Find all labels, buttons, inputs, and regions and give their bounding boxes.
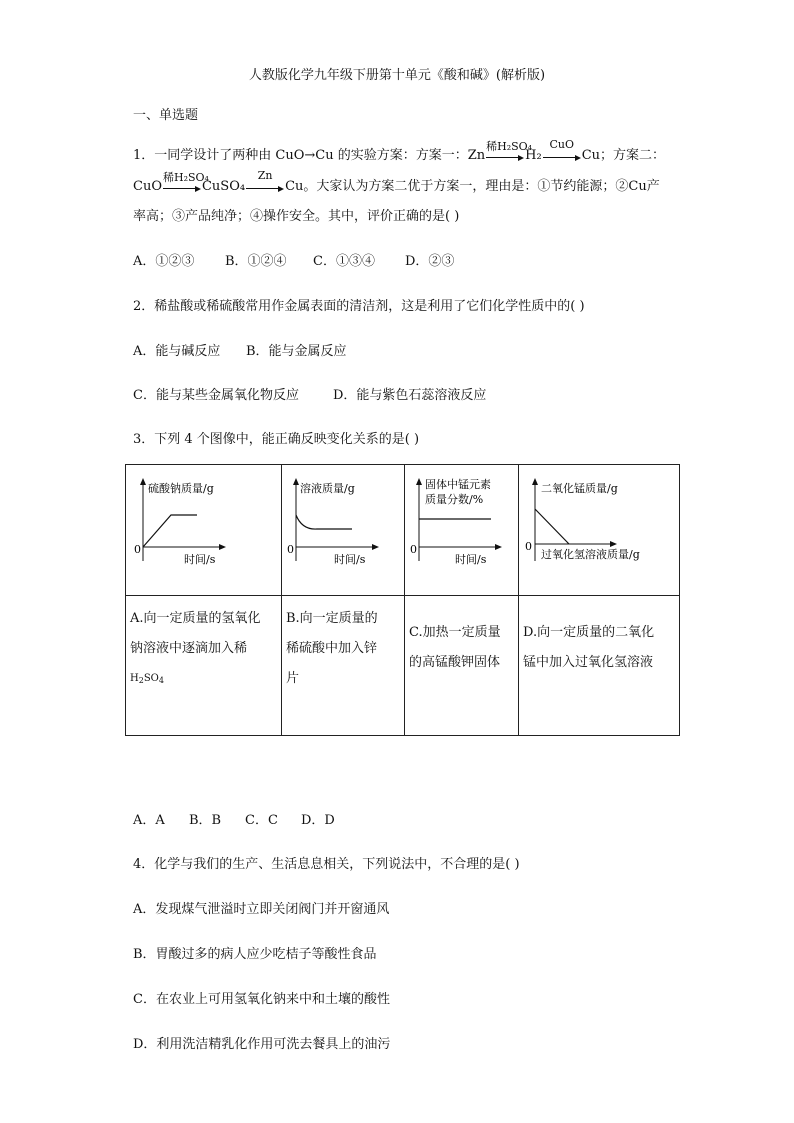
q2-option-b[interactable]: B．能与金属反应: [246, 344, 347, 359]
graph-a-origin: 0: [134, 543, 141, 556]
graph-cell-a: [126, 465, 282, 596]
q3-option-d[interactable]: D．D: [301, 813, 335, 828]
desc-b-line3: 片: [286, 671, 300, 686]
graph-b: [282, 465, 404, 591]
q2-stem: 2．稀盐酸或稀硫酸常用作金属表面的清洁剂，这是利用了它们化学性质中的( ): [133, 299, 585, 314]
graph-d-origin: 0: [525, 540, 532, 553]
q1-options: [133, 250, 454, 269]
q1-line2-suffix: Cu。大家认为方案二优于方案一，理由是：①节约能源；②Cu产: [285, 179, 660, 194]
q3-options: [133, 809, 335, 828]
q2-option-c[interactable]: C．能与某些金属氧化物反应: [133, 388, 299, 403]
graph-a-xlabel: 时间/s: [184, 553, 216, 566]
graph-d-ylabel: 二氧化锰质量/g: [541, 482, 618, 495]
graph-a-ylabel: 硫酸钠质量/g: [148, 482, 214, 495]
q2-option-d[interactable]: D．能与紫色石蕊溶液反应: [333, 388, 487, 403]
q4-stem: 4．化学与我们的生产、生活息息相关，下列说法中，不合理的是( ): [133, 857, 520, 872]
desc-b-line2: 稀硫酸中加入锌: [286, 641, 378, 656]
graph-b-origin: 0: [287, 543, 294, 556]
desc-c-line2: 的高锰酸钾固体: [409, 655, 501, 670]
desc-d-line1: D.向一定质量的二氧化: [523, 625, 655, 640]
desc-a-formula: $H_2SO_4$: [130, 673, 164, 685]
q2-option-a[interactable]: A．能与碱反应: [133, 344, 221, 359]
desc-cell-a: [126, 596, 282, 736]
q4-option-b[interactable]: B．胃酸过多的病人应少吃桔子等酸性食品: [133, 947, 377, 962]
graph-b-xlabel: 时间/s: [334, 553, 366, 566]
q2-options-row1: [133, 340, 347, 359]
section-heading: 一、单选题: [133, 108, 199, 123]
reaction-arrow-1-label: 稀H₂SO₄: [486, 140, 533, 153]
graph-d: [519, 465, 679, 591]
q1-line2: [133, 169, 660, 194]
reaction-arrow-2: [543, 138, 581, 161]
desc-cell-c: [405, 596, 519, 736]
q4-option-d[interactable]: D．利用洗洁精乳化作用可洗去餐具上的油污: [133, 1037, 391, 1052]
reaction-arrow-4-label: Zn: [257, 169, 273, 182]
q1-line3: 率高；③产品纯净；④操作安全。其中，评价正确的是( ): [133, 209, 460, 224]
graph-c-xlabel: 时间/s: [455, 553, 487, 566]
graph-c: [405, 465, 518, 591]
reaction-arrow-1: [486, 140, 533, 161]
desc-d-line2: 锰中加入过氧化氢溶液: [523, 655, 654, 670]
q3-option-c[interactable]: C．C: [245, 813, 278, 828]
reaction-arrow-3: [162, 171, 209, 192]
q3-option-b[interactable]: B．B: [189, 813, 222, 828]
graph-c-origin: 0: [410, 543, 417, 556]
q1-line2-prefix: CuO: [133, 179, 162, 194]
q2-options-row2: [133, 384, 486, 403]
desc-a-line1: A.向一定质量的氢氧化: [130, 611, 261, 626]
q1-intermediate-1: H₂: [525, 148, 542, 163]
graph-b-ylabel: 溶液质量/g: [300, 482, 355, 495]
graph-cell-d: [519, 465, 680, 596]
q1-line1-prefix: 1．一同学设计了两种由 CuO→Cu 的实验方案：方案一：Zn: [133, 148, 486, 163]
q1-option-d[interactable]: D．②③: [405, 254, 455, 269]
graph-c-ylabel-1: 固体中锰元素: [425, 478, 491, 491]
q1-option-c[interactable]: C．①③④: [313, 254, 375, 269]
desc-a-line2: 钠溶液中逐滴加入稀: [130, 641, 248, 656]
reaction-arrow-2-label: CuO: [549, 138, 574, 151]
q3-stem: 3．下列 4 个图像中，能正确反映变化关系的是( ): [133, 432, 420, 447]
q3-option-a[interactable]: A．A: [133, 813, 165, 828]
q1-option-a[interactable]: A．①②③: [133, 254, 195, 269]
desc-cell-b: [282, 596, 405, 736]
desc-cell-d: [519, 596, 680, 736]
reaction-arrow-4: [246, 169, 284, 192]
graph-cell-c: [405, 465, 519, 596]
q4-option-c[interactable]: C．在农业上可用氢氧化钠来中和土壤的酸性: [133, 992, 390, 1007]
graph-cell-b: [282, 465, 405, 596]
q3-table: [125, 464, 680, 736]
reaction-arrow-3-label: 稀H₂SO₄: [162, 171, 209, 184]
q1-option-b[interactable]: B．①②④: [225, 254, 287, 269]
graph-d-xlabel: 过氧化氢溶液质量/g: [541, 548, 640, 561]
q1-intermediate-2: CuSO₄: [201, 179, 246, 194]
graph-a: [126, 465, 281, 591]
desc-b-line1: B.向一定质量的: [286, 611, 378, 626]
page-title: 人教版化学九年级下册第十单元《酸和碱》(解析版): [248, 68, 546, 83]
desc-c-line1: C.加热一定质量: [409, 625, 501, 640]
q1-line1-suffix: Cu；方案二：: [581, 148, 666, 163]
q4-option-a[interactable]: A．发现煤气泄溢时立即关闭阀门并开窗通风: [133, 902, 390, 917]
q1-line1: [133, 138, 666, 163]
graph-c-ylabel-2: 质量分数/%: [425, 493, 484, 506]
